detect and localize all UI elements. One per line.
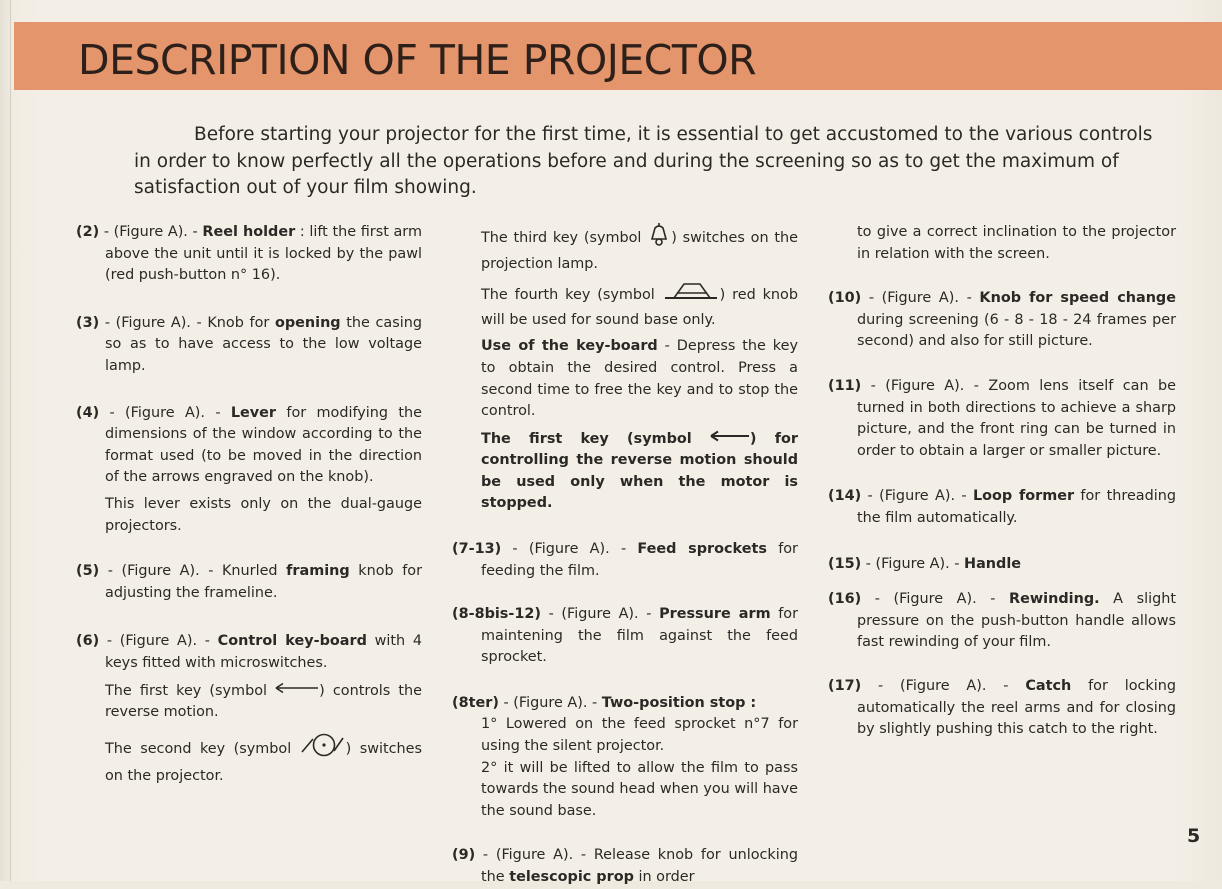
item-2: (2) - (Figure A). - Reel holder : lift the first arm above the unit until it is locked by the pawl (red push-button n° 16). — [76, 224, 422, 284]
item-15: (15) - (Figure A). - Handle — [828, 555, 1022, 572]
reverse-arrow-icon — [710, 428, 750, 450]
item-17: (17) - (Figure A). - Catch for locking automatically the reel arms and for closing by slightly pushing this catch to the right. — [828, 677, 1176, 738]
column-1 — [76, 222, 422, 788]
page-number: 5 — [1187, 825, 1201, 847]
item-8-8bis-12: (8-8bis-12) - (Figure A). - Pressure arm for maintening the film against the feed sprocket. — [452, 606, 798, 666]
item-5: (5) - (Figure A). - Knurled framing knob for adjusting the frameline. — [76, 563, 422, 601]
lamp-icon — [647, 222, 671, 254]
item-14: (14) - (Figure A). - Loop former for threading the film automatically. — [828, 488, 1176, 526]
item-7-13: (7-13) - (Figure A). - Feed sprockets for feeding the film. — [452, 540, 798, 579]
item-6-key1: The first key (symbol ) controls the reverse motion. — [76, 680, 422, 724]
reverse-arrow-icon — [275, 680, 319, 702]
item-8ter-pos1: 1° Lowered on the feed sprocket n°7 for using the silent projector. — [481, 716, 798, 755]
item-6: (6) - (Figure A). - Control key-board with 4 keys fitted with microswitches. — [76, 633, 423, 671]
item-4-note: This lever exists only on the dual-gauge projectors. — [105, 495, 422, 534]
intro-paragraph: Before starting your projector for the first time, it is essential to get accustomed to the various controls in order to know perfectly all the operations before and during the screening so as to get the maximum of satisfaction out of your film showing. — [134, 124, 1153, 198]
item-10: (10) - (Figure A). - Knob for speed change during screening (6 - 8 - 18 - 24 frames per second) and also for still picture. — [828, 290, 1176, 350]
item-11: (11) - (Figure A). - Zoom lens itself can be turned in both directions to achieve a sharp picture, and the front ring can be turned in order to obtain a larger or smaller picture. — [828, 377, 1176, 459]
keyboard-usage: Use of the key-board - Depress the key to obtain the desired control. Press a second time to free the key and to stop the control. — [481, 338, 798, 420]
item-6-key2: The second key (symbol ) switches on the projector. — [76, 732, 422, 787]
item-3: (3) - (Figure A). - Knob for opening the casing so as to have access to the low voltage lamp. — [76, 314, 422, 374]
item-8ter: (8ter) - (Figure A). - Two-position stop : — [452, 694, 757, 711]
item-6-key3: The third key (symbol ) switches on the projection lamp. — [452, 222, 798, 275]
power-on-icon — [300, 732, 346, 766]
page-gutter — [10, 0, 11, 881]
item-16: (16) - (Figure A). - Rewinding. A slight pressure on the push-button handle allows fast rewinding of your film. — [828, 591, 1176, 651]
item-4: (4) - (Figure A). - Lever for modifying the dimensions of the window according to the format used (to be moved in the direction of the arrows engraved on the knob). — [76, 404, 422, 486]
item-9-continued: to give a correct inclination to the projector in relation with the screen. — [857, 224, 1176, 262]
page-title: DESCRIPTION OF THE PROJECTOR — [78, 36, 757, 84]
column-3 — [828, 222, 1176, 741]
sound-base-icon — [662, 280, 720, 310]
item-8ter-pos2: 2° it will be lifted to allow the film to pass towards the sound head when you will have the sound base. — [481, 759, 798, 819]
column-2 — [452, 222, 798, 889]
item-9: (9) - (Figure A). - Release knob for unlocking the telescopic prop in order — [452, 847, 798, 886]
item-6-key4: The fourth key (symbol ) red knob will be used for sound base only. — [452, 280, 798, 331]
reverse-warning: The first key (symbol ) for controlling the reverse motion should be used only when the motor is stopped. — [452, 428, 798, 515]
